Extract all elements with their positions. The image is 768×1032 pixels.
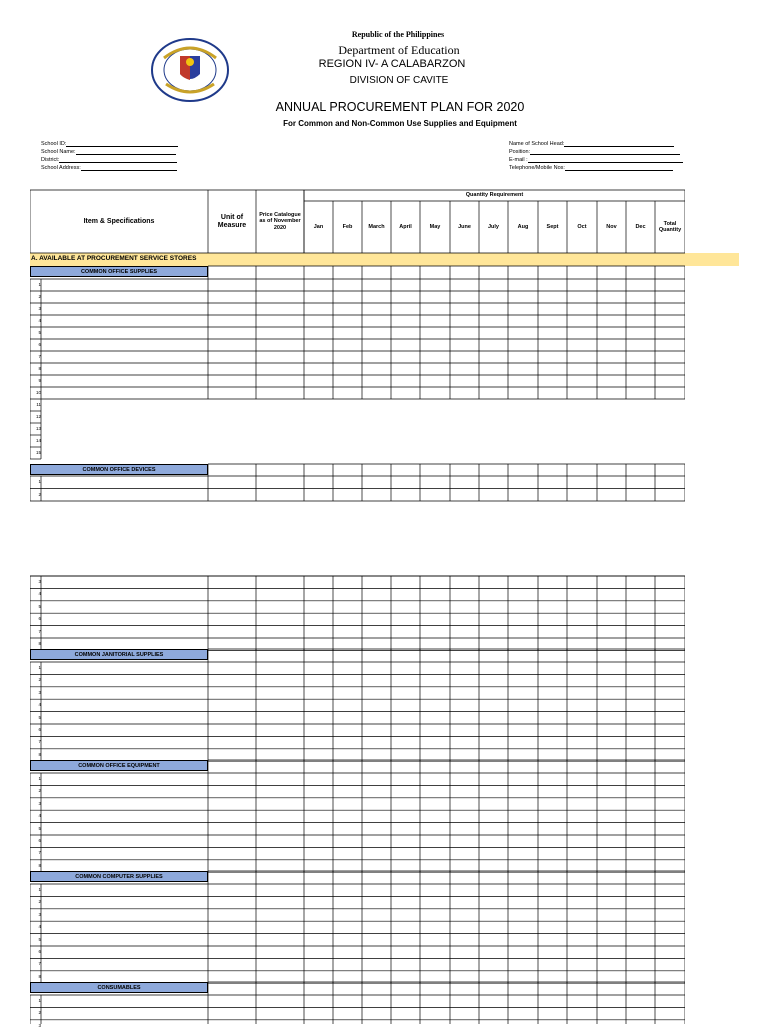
field-label: District: [41,157,60,163]
row-number: 5 [38,825,41,831]
row-number: 1 [38,776,41,781]
row-number: 3 [38,306,41,311]
field-label: School Address: [41,165,81,171]
row-number: 10 [35,390,41,395]
row-number: 6 [38,949,41,954]
school-head-field[interactable] [509,141,674,147]
row-number: 2 [38,899,41,905]
col-header-month: Oct [577,223,587,230]
division-label: DIVISION OF CAVITE [349,75,449,86]
district-field[interactable] [41,157,177,163]
row-number: 9 [38,378,41,383]
school-name-field[interactable] [41,149,176,155]
col-header-month: March [368,223,385,230]
row-number: 4 [38,591,41,597]
school-address-field[interactable] [41,165,177,171]
section-a-label: A. AVAILABLE AT PROCUREMENT SERVICE STORES [31,255,197,262]
category-header: COMMON OFFICE SUPPLIES [30,266,208,277]
col-header-month: Jan [313,223,324,230]
row-number: 3 [38,689,41,695]
procurement-plan-table [30,189,685,1024]
col-header-month: June [458,223,471,230]
row-number: 13 [35,426,41,431]
category-header: COMMON JANITORIAL SUPPLIES [30,649,208,660]
row-number: 7 [38,354,41,359]
row-number: 2 [38,294,41,299]
row-number: 6 [38,727,41,732]
row-number: 3 [38,579,41,584]
row-number: 5 [38,936,41,942]
col-header-item: Item & Specifications [83,217,155,225]
email-field[interactable] [509,157,683,163]
telephone-field[interactable] [509,165,673,171]
region-label: REGION IV- A CALABARZON [318,58,466,70]
field-label: Name of School Head: [509,141,565,147]
row-number: 8 [38,751,41,757]
row-number: 15 [35,450,41,455]
field-label: School Name: [41,149,76,155]
row-number: 3 [38,911,41,917]
col-header-price: Price Catalogue as of November 2020 [259,212,301,231]
school-id-field[interactable] [41,141,178,147]
row-number: 4 [38,813,41,819]
row-number: 8 [38,973,41,979]
field-label: Position: [509,149,531,155]
category-header: COMMON OFFICE EQUIPMENT [30,760,208,771]
row-number: 5 [38,603,41,609]
page-subtitle: For Common and Non-Common Use Supplies and Equipment [283,119,517,128]
row-number: 1 [38,665,41,670]
field-label: E-mail : [509,157,528,163]
col-header-total: Total Quantity [658,220,682,233]
row-number: 1 [38,998,41,1003]
col-header-month: May [429,223,441,230]
position-field[interactable] [509,149,680,155]
category-header: COMMON COMPUTER SUPPLIES [30,871,208,882]
row-number: 8 [38,366,41,371]
col-header-month: April [399,223,412,230]
row-number: 2 [38,788,41,794]
row-number: 5 [38,714,41,720]
row-number: 12 [35,414,41,419]
row-number: 8 [38,862,41,868]
category-header: COMMON OFFICE DEVICES [30,464,208,475]
row-number: 4 [38,924,41,930]
row-number: 7 [38,628,41,634]
row-number: 1 [38,479,41,484]
col-header-quantity: Quantity Requirement [465,192,524,199]
row-number: 3 [38,800,41,806]
row-number: 4 [38,318,41,323]
field-label: Telephone/Mobile Nos: [509,165,565,171]
row-number: 1 [38,282,41,287]
row-number: 5 [38,330,41,335]
row-number: 4 [38,702,41,708]
page-title: ANNUAL PROCUREMENT PLAN FOR 2020 [275,100,525,114]
row-number: 7 [38,739,41,745]
row-number: 7 [38,850,41,856]
field-label: School ID: [41,141,67,147]
col-header-month: Dec [635,223,646,230]
republic-label: Republic of the Philippines [351,30,445,39]
category-header: CONSUMABLES [30,982,208,993]
row-number: 6 [38,616,41,622]
department-label: Department of Education [338,43,460,57]
col-header-month: Aug [517,223,529,230]
row-number: 2 [38,677,41,683]
row-number: 7 [38,961,41,967]
col-header-month: Feb [342,223,353,230]
col-header-month: Nov [606,223,617,230]
row-number: 8 [38,641,41,646]
row-number: 14 [35,438,41,443]
row-number: 11 [36,402,41,407]
col-header-month: July [487,223,499,230]
row-number: 1 [38,887,41,892]
row-number: 2 [38,491,41,497]
row-number: 6 [38,342,41,347]
row-number: 3 [38,1022,41,1028]
row-number: 2 [38,1010,41,1016]
col-header-month: Sept [546,223,559,230]
col-header-unit: Unit of Measure [217,213,247,229]
row-number: 6 [38,838,41,843]
